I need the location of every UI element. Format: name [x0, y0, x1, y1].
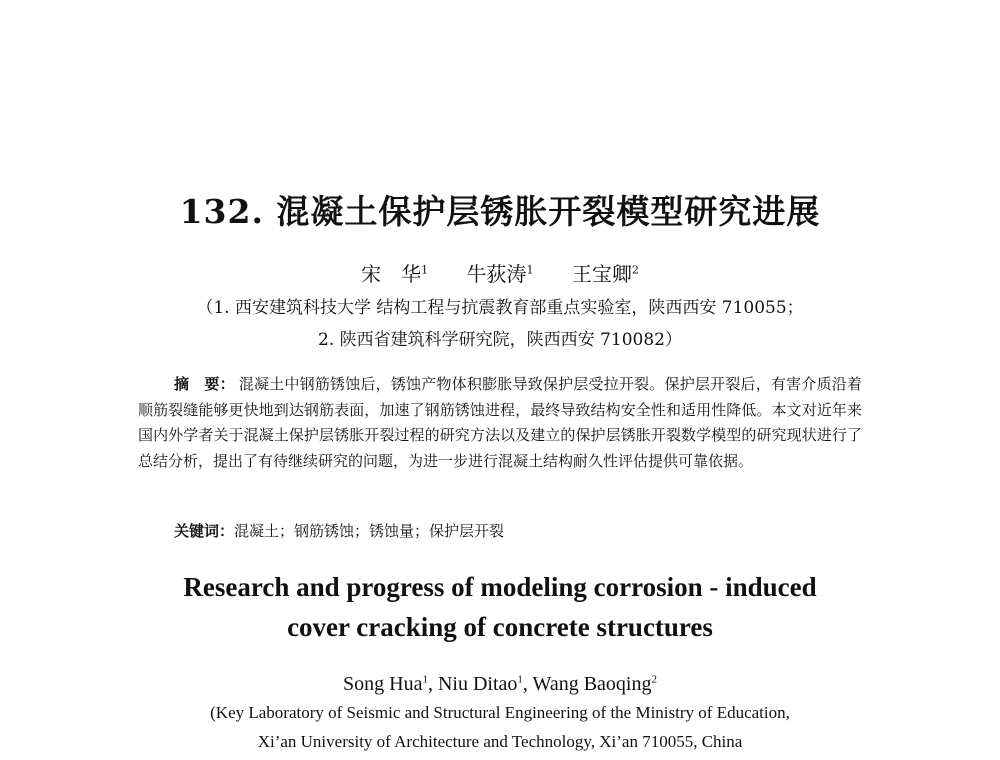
english-title-line: Research and progress of modeling corrosion - induced — [183, 572, 817, 602]
english-title-line: cover cracking of concrete structures — [287, 612, 713, 642]
chinese-affiliation-line: 2. 陕西省建筑科学研究院，陕西西安 710082） — [318, 330, 682, 350]
keywords-label: 关键词： — [174, 522, 235, 540]
english-author: Niu Ditao$^1$ — [437, 673, 523, 695]
chinese-title: 132. 混凝土保护层锈胀开裂模型研究进展 — [179, 192, 821, 231]
english-author: Song Hua$^1$ — [343, 673, 428, 695]
chinese-abstract — [138, 372, 862, 474]
chinese-author: 宋 华$^1$ — [361, 262, 429, 286]
chinese-author: 王宝卿$^2$ — [571, 262, 639, 286]
english-affiliation-line: (Key Laboratory of Seismic and Structural Engineering of the Ministry of Education, — [210, 703, 790, 722]
chinese-author: 牛荻涛$^1$ — [466, 262, 534, 286]
abstract-label: 摘 要： — [174, 375, 235, 393]
chinese-affiliation-line: （1. 西安建筑科技大学 结构工程与抗震教育部重点实验室，陕西西安 710055； — [196, 298, 804, 318]
keywords-text: 混凝土；钢筋锈蚀；锈蚀量；保护层开裂 — [234, 522, 505, 540]
english-affiliation-line: Xi’an University of Architecture and Technology, Xi’an 710055, China — [257, 732, 743, 751]
abstract-text: 混凝土中钢筋锈蚀后，锈蚀产物体积膨胀导致保护层受拉开裂。保护层开裂后，有害介质沿着顺筋裂缝能够更快地到达钢筋表面，加速了钢筋锈蚀进程，最终导致结构安全性和适用性降低。本文对近年来国内外学者关于混凝土保护层锈胀开裂过程的研究方法以及建立的保护层锈胀开裂数学模型的研究现状进行了总结分析，提出了有待继续研究的问题，为进一步进行混凝土结构耐久性评估提供可靠依据。 — [138, 375, 862, 470]
english-author: Wang Baoqing$^2$ — [532, 673, 657, 695]
english-author-list: Song Hua$^1$, Niu Ditao$^1$, Wang Baoqing$^2$ — [343, 673, 657, 695]
chinese-author-list — [0, 258, 1000, 287]
chinese-keywords — [174, 520, 504, 541]
